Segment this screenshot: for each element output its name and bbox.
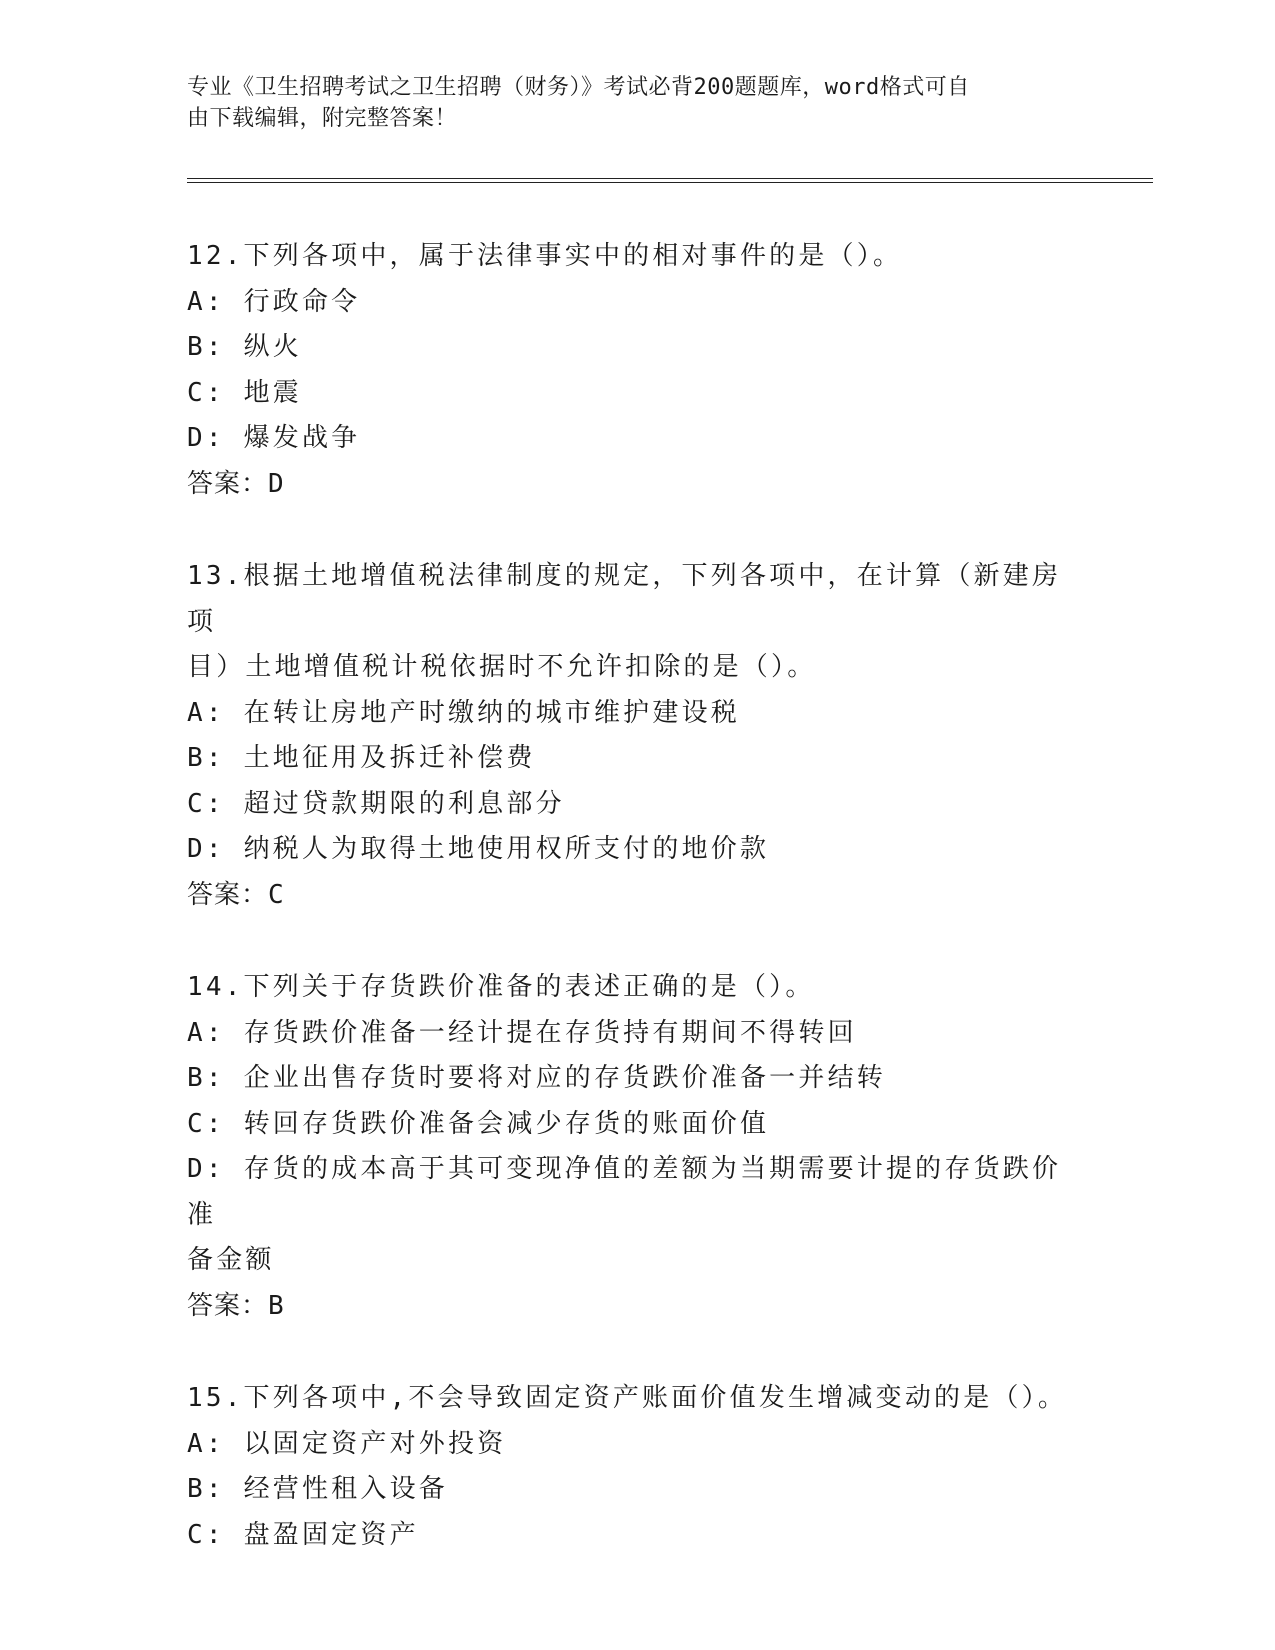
header-line-1: 专业《卫生招聘考试之卫生招聘（财务）》考试必背200题题库，word格式可自	[187, 75, 970, 100]
option-label: B:	[187, 332, 225, 362]
answer-option	[187, 1011, 1087, 1057]
question-block	[187, 1376, 1087, 1558]
option-text: 存货的成本高于其可变现净值的差额为当期需要计提的存货跌价准	[187, 1154, 1062, 1230]
option-text: 经营性租入设备	[243, 1474, 448, 1504]
question-block	[187, 234, 1087, 507]
option-label: A:	[187, 286, 225, 317]
option-text: 爆发战争	[243, 423, 361, 453]
option-text: 土地征用及拆迁补偿费	[243, 743, 536, 773]
answer-option	[187, 1422, 1087, 1468]
document-header	[187, 72, 1067, 134]
answer-option	[187, 1056, 1087, 1102]
option-text: 盘盈固定资产	[243, 1519, 419, 1550]
option-text: 行政命令	[243, 286, 361, 317]
answer-option	[187, 325, 1087, 371]
answer-key: 答案：C	[187, 879, 285, 910]
option-label: C:	[187, 1519, 225, 1550]
option-label: A:	[187, 1017, 225, 1048]
option-text: 超过贷款期限的利息部分	[243, 788, 565, 819]
option-text: 纳税人为取得土地使用权所支付的地价款	[243, 834, 770, 864]
option-label: D:	[187, 834, 225, 864]
option-text: 转回存货跌价准备会减少存货的账面价值	[243, 1108, 770, 1139]
answer-option	[187, 691, 1087, 737]
answer-option	[187, 827, 1087, 873]
header-line-2: 由下载编辑，附完整答案！	[187, 106, 458, 131]
option-text: 纵火	[243, 332, 302, 362]
option-label: C:	[187, 788, 225, 819]
question-block	[187, 554, 1087, 918]
option-label: C:	[187, 1108, 225, 1139]
answer-option	[187, 1147, 1087, 1238]
answer-option	[187, 1513, 1087, 1559]
answer-key: 答案：D	[187, 468, 285, 499]
question-block	[187, 965, 1087, 1329]
answer-option	[187, 280, 1087, 326]
answer-option	[187, 416, 1087, 462]
answer-option	[187, 782, 1087, 828]
question-stem: 12.下列各项中，属于法律事实中的相对事件的是（）。	[187, 241, 903, 271]
option-text: 在转让房地产时缴纳的城市维护建设税	[243, 697, 740, 728]
option-label: A:	[187, 697, 225, 728]
option-text-continuation: 备金额	[187, 1245, 275, 1275]
option-label: D:	[187, 423, 225, 453]
answer-key: 答案：B	[187, 1290, 285, 1321]
option-text: 存货跌价准备一经计提在存货持有期间不得转回	[243, 1017, 857, 1048]
header-divider	[187, 178, 1153, 183]
answer-option	[187, 1102, 1087, 1148]
answer-option	[187, 371, 1087, 417]
answer-option	[187, 736, 1087, 782]
option-text: 以固定资产对外投资	[243, 1428, 507, 1459]
option-label: D:	[187, 1154, 225, 1184]
option-label: B:	[187, 743, 225, 773]
option-label: C:	[187, 377, 225, 408]
option-label: A:	[187, 1428, 225, 1459]
question-list	[187, 234, 1087, 1605]
question-stem: 13.根据土地增值税法律制度的规定，下列各项中，在计算（新建房项	[187, 561, 1062, 637]
answer-option	[187, 1467, 1087, 1513]
option-text: 企业出售存货时要将对应的存货跌价准备一并结转	[243, 1063, 886, 1093]
question-stem: 目）土地增值税计税依据时不允许扣除的是（）。	[187, 652, 817, 682]
question-stem: 15.下列各项中,不会导致固定资产账面价值发生增减变动的是（）。	[187, 1383, 1068, 1413]
option-label: B:	[187, 1063, 225, 1093]
question-stem: 14.下列关于存货跌价准备的表述正确的是（）。	[187, 972, 815, 1002]
option-label: B:	[187, 1474, 225, 1504]
option-text: 地震	[243, 377, 302, 408]
